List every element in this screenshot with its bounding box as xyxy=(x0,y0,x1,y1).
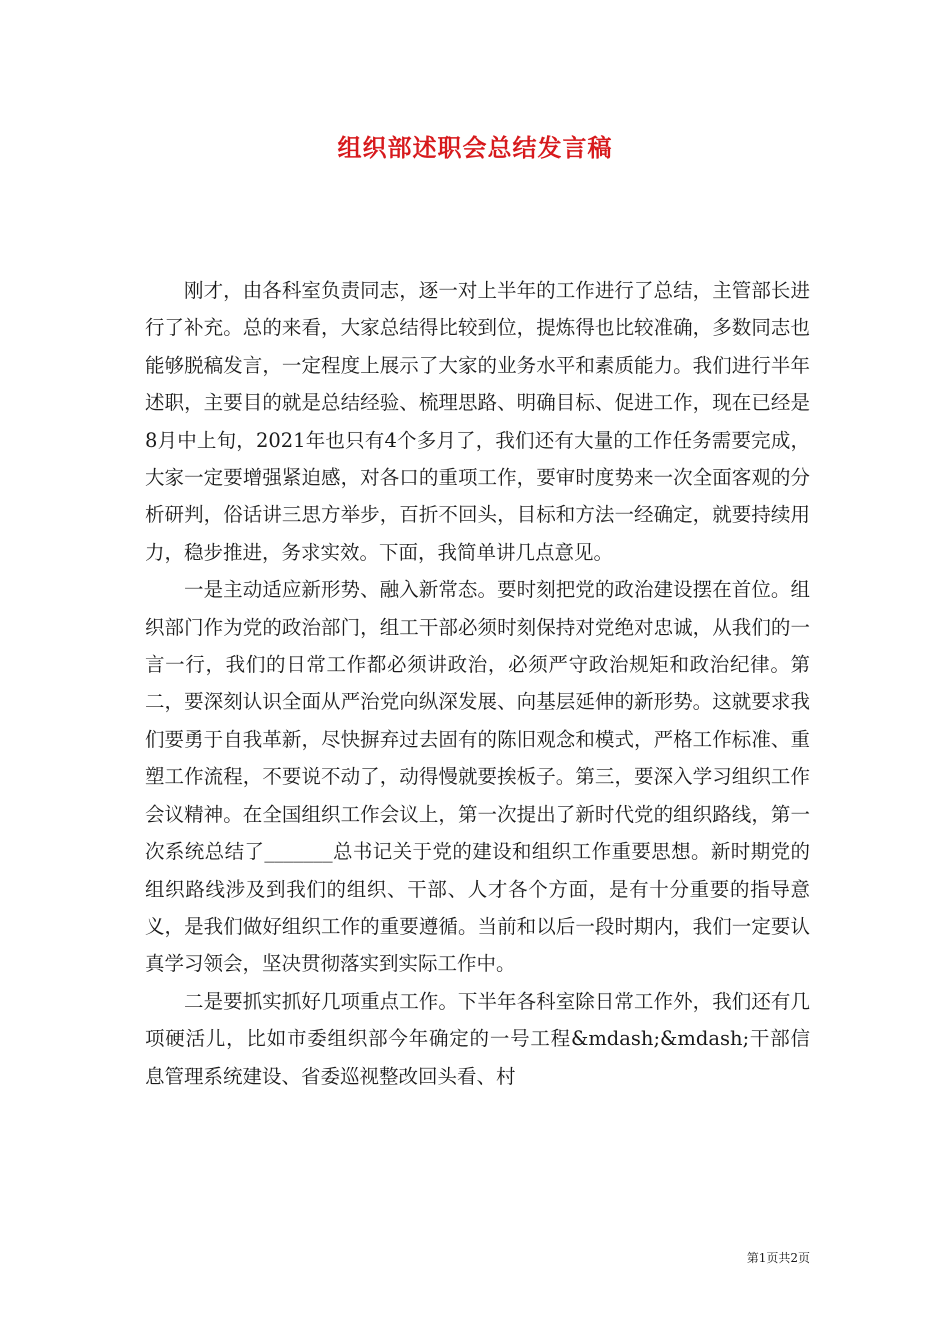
paragraph-2: 一是主动适应新形势、融入新常态。要时刻把党的政治建设摆在首位。组织部门作为党的政治部门，组工干部必须时刻保持对党绝对忠诚，从我们的一言一行，我们的日常工作都必须讲政治，必须严守政治规矩和政治纪律。第二，要深刻认识全面从严治党向纵深发展、向基层延伸的新形势。这就要求我们要勇于自我革新，尽快摒弃过去固有的陈旧观念和模式，严格工作标准、重塑工作流程，不要说不动了，动得慢就要挨板子。第三，要深入学习组织工作会议精神。在全国组织工作会议上，第一次提出了新时代党的组织路线，第一次系统总结了_______总书记关于党的建设和组织工作重要思想。新时期党的组织路线涉及到我们的组织、干部、人才各个方面，是有十分重要的指导意义，是我们做好组织工作的重要遵循。当前和以后一段时期内，我们一定要认真学习领会，坚决贯彻落实到实际工作中。 xyxy=(145,578,810,976)
document-body xyxy=(145,272,810,1095)
page-title: 组织部述职会总结发言稿 xyxy=(337,133,613,162)
paragraph-1: 刚才，由各科室负责同志，逐一对上半年的工作进行了总结，主管部长进行了补充。总的来看，大家总结得比较到位，提炼得也比较准确，多数同志也能够脱稿发言，一定程度上展示了大家的业务水平和素质能力。我们进行半年述职，主要目的就是总结经验、梳理思路、明确目标、促进工作，现在已经是8月中上旬，2021年也只有4个多月了，我们还有大量的工作任务需要完成，大家一定要增强紧迫感，对各口的重项工作，要审时度势来一次全面客观的分析研判，俗话讲三思方举步，百折不回头，目标和方法一经确定，就要持续用力，稳步推进，务求实效。下面，我简单讲几点意见。 xyxy=(145,279,810,564)
page-number: 第1页共2页 xyxy=(746,1251,810,1265)
paragraph-3: 二是要抓实抓好几项重点工作。下半年各科室除日常工作外，我们还有几项硬活儿，比如市委组织部今年确定的一号工程&mdash;&mdash;干部信息管理系统建设、省委巡视整改回头看、村 xyxy=(145,989,810,1088)
